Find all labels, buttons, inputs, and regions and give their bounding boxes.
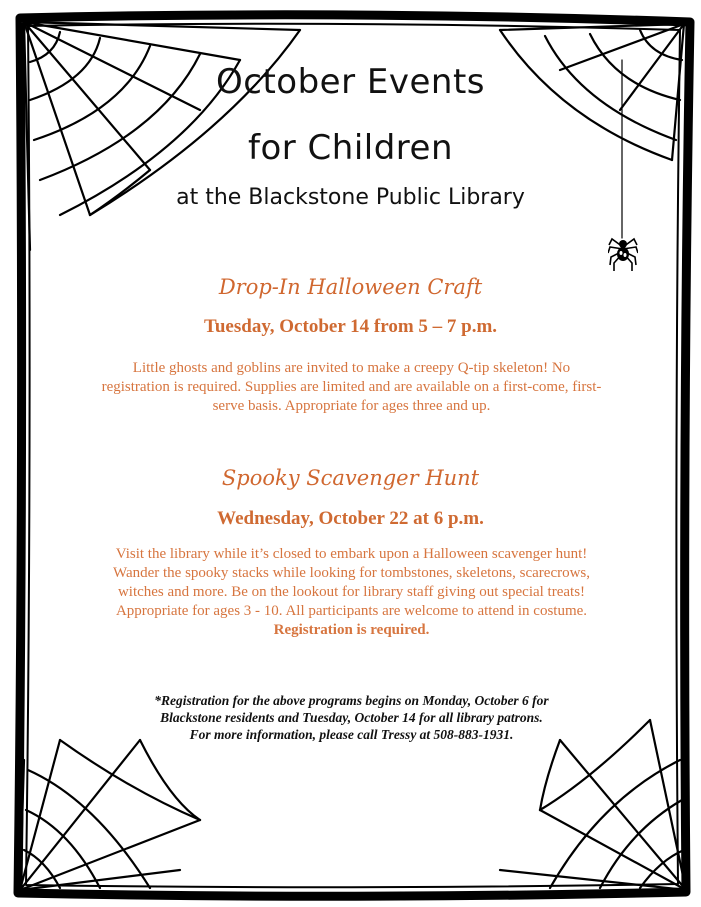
- event-1-description: Little ghosts and goblins are invited to make a creepy Q-tip skeleton! No registration is required. Supplies are limited and are available on a first-come, first-serve basis. Appropriate for ages three and up.: [101, 360, 602, 414]
- page-subtitle: at the Blackstone Public Library: [176, 185, 525, 210]
- page-title-line-1: October Events: [216, 62, 485, 102]
- registration-note-line-2: Blackstone residents and Tuesday, October 14 for all library patrons.: [160, 710, 543, 725]
- event-2-registration-required: Registration is required.: [273, 622, 430, 638]
- registration-note-line-1: *Registration for the above programs begins on Monday, October 6 for: [154, 693, 549, 708]
- event-1-date: Tuesday, October 14 from 5 – 7 p.m.: [203, 316, 498, 337]
- page-title-line-2: for Children: [247, 128, 454, 168]
- registration-note: [98, 692, 605, 743]
- event-2-description-block: [100, 545, 603, 640]
- event-2-title: Spooky Scavenger Hunt: [221, 466, 480, 490]
- event-2-date: Wednesday, October 22 at 6 p.m.: [217, 508, 484, 529]
- event-1-title: Drop-In Halloween Craft: [218, 275, 483, 299]
- registration-note-line-3: For more information, please call Tressy at 508-883-1931.: [189, 727, 514, 742]
- event-2-description: Visit the library while it’s closed to embark upon a Halloween scavenger hunt! Wander the spooky stacks while looking for tombstones, skeletons, scarecrows, witches and more. Be on the lookout for library staff giving out special treats! Appropriate for ages 3 - 10. All participants are welcome to attend in costume.: [112, 546, 591, 619]
